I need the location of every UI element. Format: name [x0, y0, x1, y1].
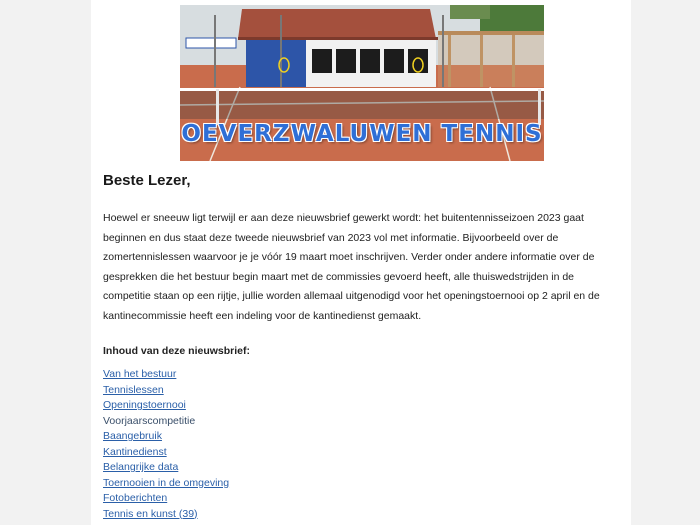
toc-item	[103, 491, 229, 507]
toc-link-tennis-en-kunst[interactable]: Tennis en kunst (39)	[103, 507, 198, 520]
toc-link-toernooien[interactable]: Toernooien in de omgeving	[103, 476, 230, 489]
toc-link-tennislessen[interactable]: Tennislessen	[103, 383, 164, 396]
toc-link-belangrijke-data[interactable]: Belangrijke data	[103, 461, 179, 473]
toc-item	[103, 367, 229, 383]
banner-image	[180, 5, 544, 161]
toc-list	[103, 367, 229, 522]
intro-paragraph: Hoewel er sneeuw ligt terwijl er aan deze nieuwsbrief gewerkt wordt: het buitentennisseizoen 2023 gaat beginnen en dus staat deze tweede nieuwsbrief van 2023 vol met informatie. Bijvoorbeeld over de zomertennislessen waarvoor je je vóór 19 maart moet inschrijven. Verder onder andere informatie over de gesprekken die het bestuur begin maart met de commissies gevoerd heeft, alle thuiswedstrijden in de competitie staan op een rijtje, jullie worden allemaal uitgenodigd voor het openingstoernooi op 2 april en de kantinecommissie heeft een indeling voor de kantinedienst gemaakt.	[103, 212, 600, 322]
toc-link-fotoberichten[interactable]: Fotoberichten	[103, 492, 168, 504]
toc-item	[103, 414, 229, 430]
toc-item	[103, 398, 229, 414]
toc-link-van-het-bestuur[interactable]: Van het bestuur	[103, 368, 177, 380]
newsletter-page	[91, 0, 631, 525]
greeting: Beste Lezer,	[103, 172, 191, 189]
toc-item	[103, 476, 229, 492]
toc-item	[103, 429, 229, 445]
toc-link-baangebruik[interactable]: Baangebruik	[103, 430, 162, 442]
toc-heading: Inhoud van deze nieuwsbrief:	[103, 345, 251, 357]
toc-item	[103, 460, 229, 476]
toc-link-kantinedienst[interactable]: Kantinedienst	[103, 445, 167, 458]
toc-item	[103, 445, 229, 461]
banner-title: OEVERZWALUWEN TENNIS	[181, 121, 543, 147]
toc-item	[103, 507, 229, 523]
toc-link-openingstoernooi[interactable]: Openingstoernooi	[103, 399, 186, 411]
toc-item	[103, 383, 229, 399]
toc-text-voorjaarscompetitie: Voorjaarscompetitie	[103, 414, 196, 427]
